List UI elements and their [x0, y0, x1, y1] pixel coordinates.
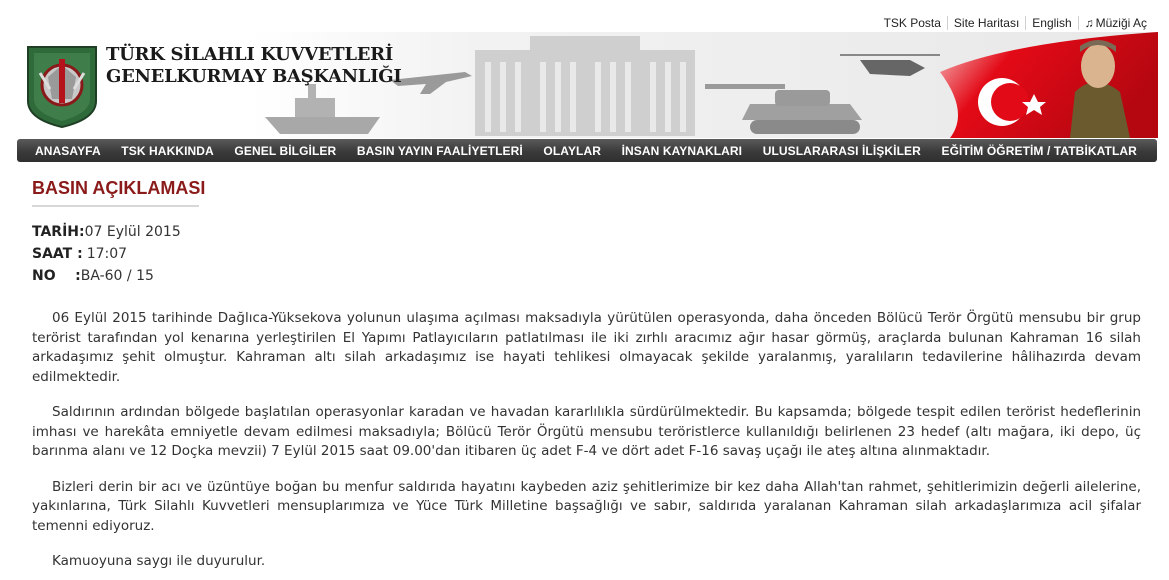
time-label: SAAT :	[32, 246, 83, 262]
press-release-content	[32, 178, 1141, 572]
main-navigation	[17, 139, 1157, 162]
meta-time-row	[32, 243, 1141, 265]
english-link[interactable]: English	[1032, 16, 1072, 30]
time-value: 17:07	[86, 246, 128, 262]
nav-item-egitim-ogretim[interactable]: EĞİTİM ÖĞRETİM / TATBİKATLAR	[941, 143, 1137, 158]
organization-title-line1: TÜRK SİLAHLI KUVVETLERİ	[106, 44, 393, 65]
body-paragraph: Saldırının ardından bölgede başlatılan operasyonlar karadan ve havadan kararlılıkla sürdürülmektedir. Bu kapsamda; bölgede tespit edilen terörist hedeflerinin imhası ve harekâta emniyetle devam edilmesi maksadıyla; Bölücü Terör Örgütü mensubu teröristlerce kullanıldığı belirlenen 23 hedef (altı mağara, iki depo, üç barınma alanı ve 12 Doçka mevzii) 7 Eylül 2015 saat 09.00'dan itibaren üç adet F-4 ve dört adet F-16 savaş uçağı ile ateş altına alınmaktadır.	[32, 404, 1141, 459]
nav-item-tsk-hakkinda[interactable]: TSK HAKKINDA	[121, 143, 214, 158]
meta-number-row	[32, 265, 1141, 287]
nav-item-olaylar[interactable]: OLAYLAR	[543, 143, 602, 158]
nav-item-anasayfa[interactable]: ANASAYFA	[35, 143, 101, 158]
site-haritasi-link[interactable]: Site Haritası	[953, 16, 1020, 30]
nav-item-basin-yayin[interactable]: BASIN YAYIN FAALİYETLERİ	[356, 143, 523, 158]
music-toggle-link[interactable]	[1079, 15, 1153, 31]
number-label: NO :	[32, 268, 81, 284]
nav-item-uluslararasi[interactable]: ULUSLARARASI İLİŞKİLER	[762, 143, 921, 158]
body-paragraph: Bizleri derin bir acı ve üzüntüye boğan bu menfur saldırıda hayatını kaybeden aziz şehitlerimize bir kez daha Allah'tan rahmet, şehitlerimizin değerli ailelerine, yakınlarına, Türk Silahlı Kuvvetleri mensuplarımıza ve Yüce Türk Milletine başsağlığı ve sabır, saldırıda yaralanan Kahraman silah arkadaşlarımıza acil şifalar temenni ediyoruz.	[32, 478, 1141, 534]
date-label: TARİH:	[32, 224, 85, 240]
nav-item-genel-bilgiler[interactable]: GENEL BİLGİLER	[234, 143, 337, 158]
music-note-icon: ♫	[1084, 16, 1094, 30]
nav-item-insan-kaynaklari[interactable]: İNSAN KAYNAKLARI	[621, 143, 743, 158]
body-paragraph: Kamuoyuna saygı ile duyurulur.	[52, 553, 266, 569]
date-value: 07 Eylül 2015	[84, 224, 181, 240]
tsk-emblem-icon[interactable]	[26, 43, 98, 128]
number-value: BA-60 / 15	[80, 268, 154, 284]
organization-title[interactable]	[106, 44, 401, 88]
meta-date-row	[32, 221, 1141, 243]
music-toggle-label: Müziği Aç	[1095, 16, 1147, 30]
page-title: BASIN AÇIKLAMASI	[32, 178, 199, 207]
tsk-posta-link[interactable]: TSK Posta	[883, 16, 941, 30]
top-utility-links	[878, 15, 1153, 31]
body-paragraph: 06 Eylül 2015 tarihinde Dağlıca-Yüksekova yolunun ulaşıma açılması maksadıyla yürütülen operasyonda, daha önceden Bölücü Terör Örgütü mensubu bir grup terörist tarafından yol kenarına yerleştirilen El Yapımı Patlayıcıların patlatılması ile iki zırhlı aracımız ağır hasar görmüş, araçlarda bulunan Kahraman 16 silah arkadaşımız şehit olmuştur. Kahraman altı silah arkadaşımız ise hayati tehlikesi olmayacak şekilde yaralanmış, yaralıların tedavilerine hâlihazırda devam edilmektedir.	[32, 310, 1141, 385]
press-release-meta	[32, 221, 1141, 287]
organization-title-line2: GENELKURMAY BAŞKANLIĞI	[106, 66, 402, 87]
